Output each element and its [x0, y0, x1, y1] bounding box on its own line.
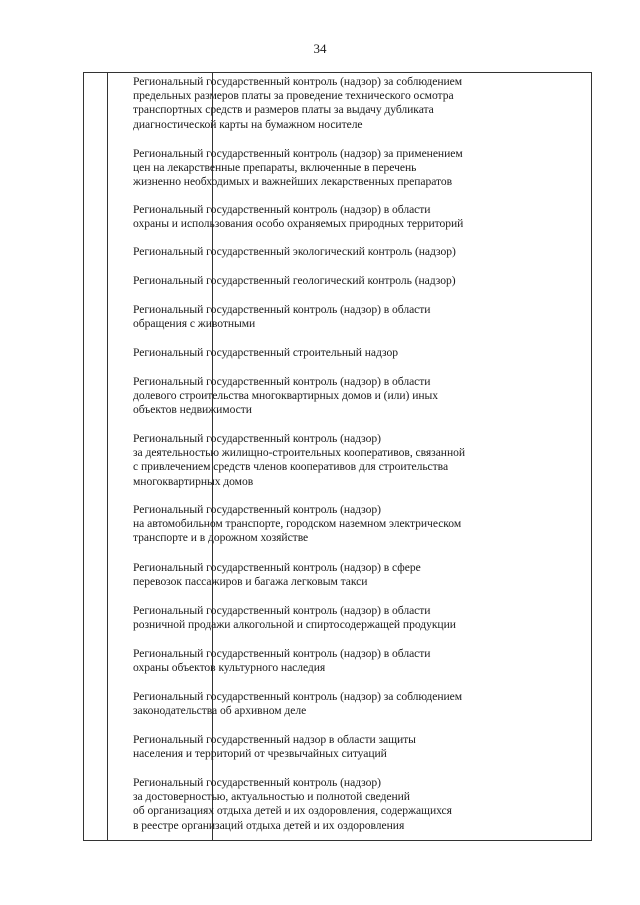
table-entry	[133, 561, 505, 589]
table-entry	[133, 776, 505, 833]
table-entry	[133, 245, 505, 259]
entry-line: жизненно необходимых и важнейших лекарственных препаратов	[133, 175, 453, 189]
entry-line: Региональный государственный контроль (надзор) в сфере	[133, 561, 421, 574]
entry-line: Региональный государственный геологический контроль (надзор)	[133, 274, 456, 287]
entry-line: охраны объектов культурного наследия	[133, 661, 326, 675]
entry-line: обращения с животными	[133, 317, 256, 331]
entry-line: долевого строительства многоквартирных домов и (или) иных	[133, 389, 438, 403]
table-entry	[133, 432, 505, 489]
entry-line: Региональный государственный контроль (надзор) в области	[133, 604, 431, 617]
entry-line: Региональный государственный контроль (надзор)	[133, 776, 381, 789]
entry-line: Региональный государственный контроль (надзор)	[133, 503, 381, 516]
entry-line: Региональный государственный надзор в области защиты	[133, 733, 416, 746]
entry-line: с привлечением средств членов кооперативов для строительства	[133, 460, 449, 474]
entry-line: предельных размеров платы за проведение технического осмотра	[133, 89, 454, 103]
entry-line: Региональный государственный строительный надзор	[133, 346, 398, 359]
entry-line: Региональный государственный контроль (надзор) за соблюдением	[133, 690, 463, 703]
table-entry	[133, 604, 505, 632]
entry-line: Региональный государственный контроль (надзор) в области	[133, 303, 431, 316]
entry-line: законодательства об архивном деле	[133, 704, 307, 718]
entry-line: Региональный государственный контроль (надзор) в области	[133, 203, 431, 216]
table-entry	[133, 346, 505, 360]
entry-line: за деятельностью жилищно-строительных кооперативов, связанной	[133, 446, 466, 460]
entry-line: на автомобильном транспорте, городском наземном электрическом	[133, 517, 462, 531]
entry-line: Региональный государственный контроль (надзор) в области	[133, 647, 431, 660]
entry-line: в реестре организаций отдыха детей и их оздоровления	[133, 818, 405, 832]
entry-line: цен на лекарственные препараты, включенные в перечень	[133, 161, 417, 175]
entry-line: об организациях отдыха детей и их оздоровления, содержащихся	[133, 804, 452, 818]
page-number: 34	[313, 41, 327, 56]
table-entry	[133, 147, 505, 190]
entry-line: перевозок пассажиров и багажа легковым такси	[133, 575, 368, 589]
table-entry	[133, 203, 505, 231]
entry-line: объектов недвижимости	[133, 403, 252, 417]
table-entry	[133, 375, 505, 418]
entry-line: многоквартирных домов	[133, 474, 254, 488]
entry-line: Региональный государственный контроль (надзор) за применением	[133, 147, 463, 160]
entry-line: Региональный государственный контроль (надзор) в области	[133, 375, 431, 388]
table-entry	[133, 75, 505, 132]
table-entry	[133, 274, 505, 288]
table-entry	[133, 647, 505, 675]
table-entry	[133, 503, 505, 546]
table-entry	[133, 690, 505, 718]
entry-line: Региональный государственный контроль (надзор)	[133, 432, 381, 445]
column-divider	[107, 73, 108, 840]
entry-line: диагностической карты на бумажном носителе	[133, 117, 363, 131]
entry-line: охраны и использования особо охраняемых природных территорий	[133, 217, 464, 231]
entry-line: Региональный государственный экологический контроль (надзор)	[133, 245, 456, 258]
entry-line: розничной продажи алкогольной и спиртосодержащей продукции	[133, 618, 456, 632]
entry-line: за достоверностью, актуальностью и полнотой сведений	[133, 790, 410, 804]
entry-line: населения и территорий от чрезвычайных ситуаций	[133, 747, 387, 761]
entry-line: Региональный государственный контроль (надзор) за соблюдением	[133, 75, 463, 88]
entry-line: транспортных средств и размеров платы за выдачу дубликата	[133, 103, 434, 117]
table-entry	[133, 303, 505, 331]
table-entry	[133, 733, 505, 761]
entry-line: транспорте и в дорожном хозяйстве	[133, 531, 309, 545]
